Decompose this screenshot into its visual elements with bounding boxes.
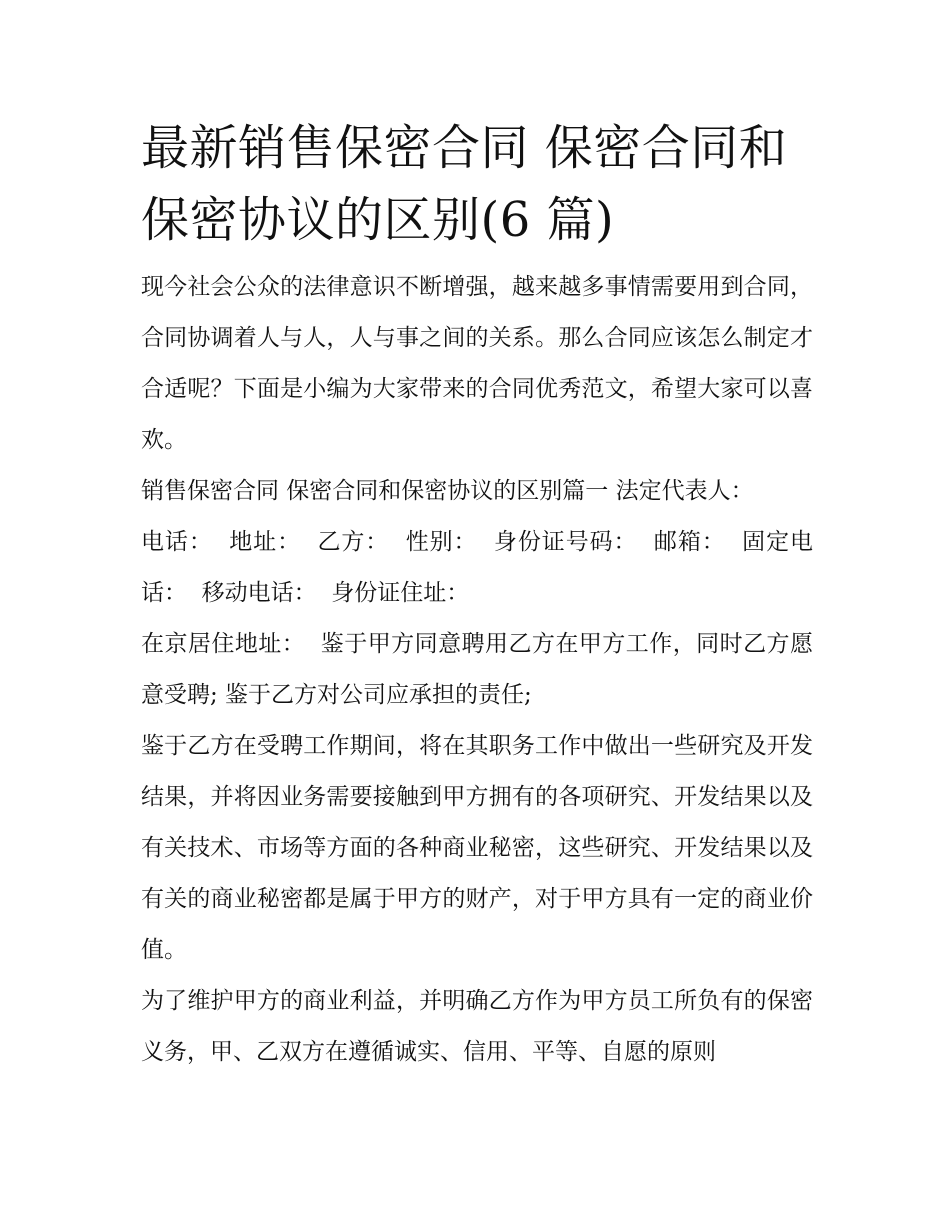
paragraph-research-results: 鉴于乙方在受聘工作期间，将在其职务工作中做出一些研究及开发结果，并将因业务需要接触到甲方拥有的各项研究、开发结果以及有关技术、市场等方面的各种商业秘密，这些研究、开发结果以及有关的商业秘密都是属于甲方的财产，对于甲方具有一定的商业价值。 bbox=[141, 733, 813, 963]
paragraph-intro: 现今社会公众的法律意识不断增强，越来越多事情需要用到合同，合同协调着人与人，人与事之间的关系。那么合同应该怎么制定才合适呢？下面是小编为大家带来的合同优秀范文，希望大家可以喜欢。 bbox=[141, 274, 813, 453]
paragraph-residence: 在京居住地址： 鉴于甲方同意聘用乙方在甲方工作，同时乙方愿意受聘; 鉴于乙方对公司应承担的责任; bbox=[141, 631, 813, 708]
document-body bbox=[141, 112, 813, 1078]
document-title: 最新销售保密合同 保密合同和保密协议的区别(6 篇) bbox=[141, 120, 788, 248]
paragraph-section-heading: 销售保密合同 保密合同和保密协议的区别篇一 法定代表人： bbox=[141, 478, 754, 504]
paragraph-contact-fields: 电话： 地址： 乙方： 性别： 身份证号码： 邮箱： 固定电话： 移动电话： 身份证住址： bbox=[141, 529, 813, 606]
paragraph-confidentiality-duty: 为了维护甲方的商业利益，并明确乙方作为甲方员工所负有的保密义务，甲、乙双方在遵循诚实、信用、平等、自愿的原则 bbox=[141, 988, 813, 1065]
